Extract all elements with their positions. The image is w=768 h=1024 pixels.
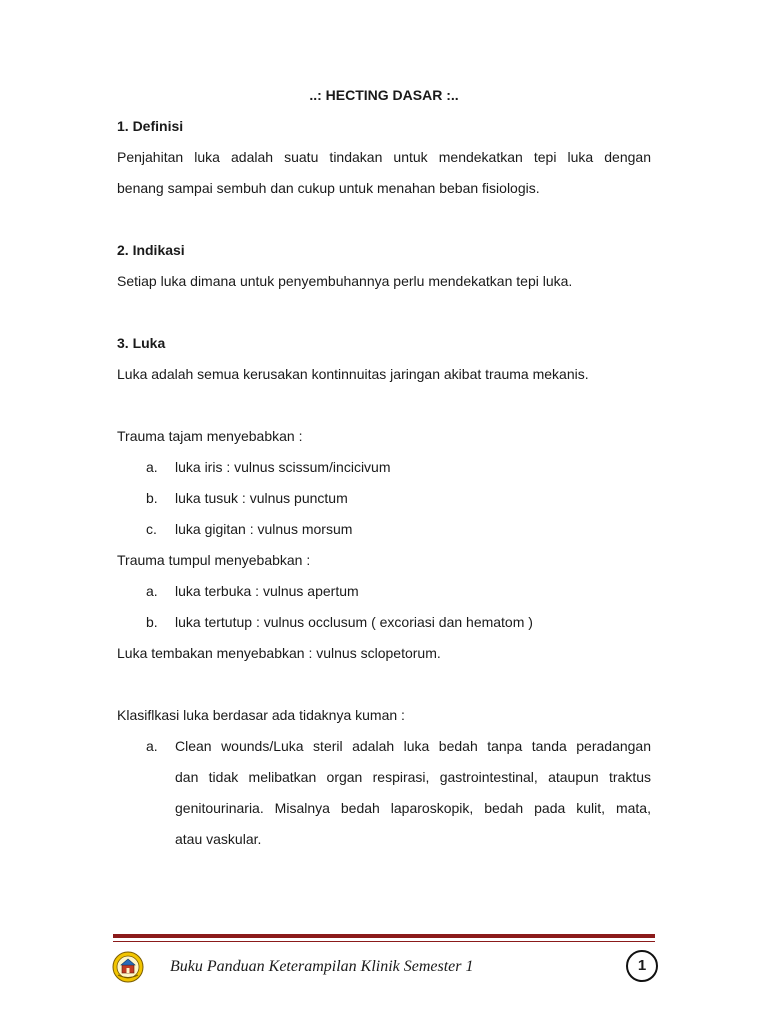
klasifikasi-intro: Klasiflkasi luka berdasar ada tidaknya kuman : xyxy=(117,707,405,723)
luka-tembakan-text: Luka tembakan menyebabkan : vulnus sclopetorum. xyxy=(117,645,441,661)
list-item-text: luka gigitan : vulnus morsum xyxy=(175,521,353,537)
section-heading-luka: 3. Luka xyxy=(117,335,166,351)
list-marker: b. xyxy=(146,614,158,630)
section-heading-definisi: 1. Definisi xyxy=(117,118,184,134)
section-heading-indikasi: 2. Indikasi xyxy=(117,242,185,258)
list-item-text: luka terbuka : vulnus apertum xyxy=(175,583,359,599)
spacer xyxy=(117,669,651,700)
list-marker: a. xyxy=(146,583,158,599)
list-item xyxy=(117,576,651,607)
spacer xyxy=(117,390,651,421)
trauma-tumpul-intro: Trauma tumpul menyebabkan : xyxy=(117,552,311,568)
spacer xyxy=(117,204,651,235)
klasifikasi-a-line-4: atau vaskular. xyxy=(175,831,262,847)
luka-definition: Luka adalah semua kerusakan kontinnuitas jaringan akibat trauma mekanis. xyxy=(117,366,589,382)
list-item-text: luka tertutup : vulnus occlusum ( excoriasi dan hematom ) xyxy=(175,614,533,630)
list-item xyxy=(117,731,651,855)
list-marker: a. xyxy=(146,738,158,754)
klasifikasi-a-line-1: Clean wounds/Luka steril adalah luka bedah tanpa tanda peradangan xyxy=(175,738,651,754)
document-title: ..: HECTING DASAR :.. xyxy=(309,87,459,103)
klasifikasi-a-line-3: genitourinaria. Misalnya bedah laparoskopik, bedah pada kulit, mata, xyxy=(175,800,651,816)
footer-rule-thin xyxy=(113,941,655,942)
list-marker: c. xyxy=(146,521,157,537)
footer-book-title: Buku Panduan Keterampilan Klinik Semester 1 xyxy=(170,958,474,975)
list-item xyxy=(117,514,651,545)
spacer xyxy=(117,297,651,328)
document-body xyxy=(117,80,651,855)
list-item xyxy=(117,483,651,514)
indikasi-text: Setiap luka dimana untuk penyembuhannya perlu mendekatkan tepi luka. xyxy=(117,273,573,289)
footer-rule-thick xyxy=(113,934,655,938)
klasifikasi-a-line-2: dan tidak melibatkan organ respirasi, gastrointestinal, ataupun traktus xyxy=(175,769,651,785)
trauma-tajam-intro: Trauma tajam menyebabkan : xyxy=(117,428,303,444)
definisi-line-1: Penjahitan luka adalah suatu tindakan untuk mendekatkan tepi luka dengan xyxy=(117,149,651,165)
list-item xyxy=(117,452,651,483)
university-crest-icon xyxy=(112,951,144,983)
list-item-text: luka iris : vulnus scissum/incicivum xyxy=(175,459,391,475)
list-item-text: luka tusuk : vulnus punctum xyxy=(175,490,348,506)
page-number: 1 xyxy=(626,950,658,982)
list-marker: a. xyxy=(146,459,158,475)
definisi-line-2: benang sampai sembuh dan cukup untuk menahan beban fisiologis. xyxy=(117,180,540,196)
list-marker: b. xyxy=(146,490,158,506)
list-item xyxy=(117,607,651,638)
